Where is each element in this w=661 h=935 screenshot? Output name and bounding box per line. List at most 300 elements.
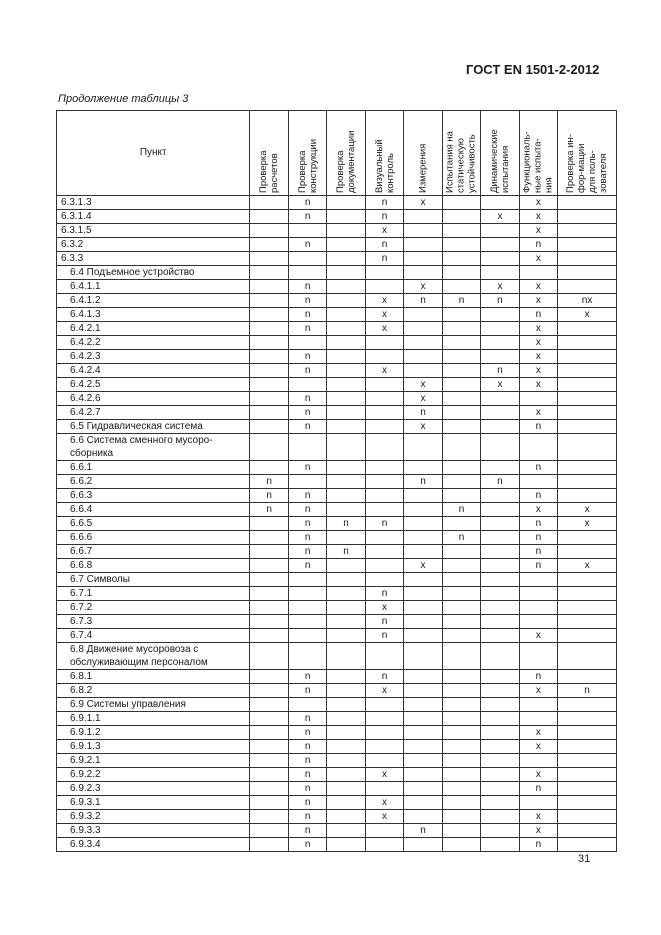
row-cell xyxy=(558,336,617,350)
row-cell xyxy=(365,378,403,392)
row-cell xyxy=(442,559,480,573)
row-cell xyxy=(558,252,617,266)
row-cell xyxy=(558,266,617,280)
row-cell xyxy=(404,238,442,252)
row-cell xyxy=(250,238,288,252)
row-cell xyxy=(327,378,365,392)
row-cell xyxy=(365,643,403,670)
row-cell xyxy=(327,475,365,489)
row-cell xyxy=(558,420,617,434)
row-cell xyxy=(481,810,519,824)
row-cell: n xyxy=(365,196,403,210)
row-cell xyxy=(365,350,403,364)
row-cell xyxy=(519,796,557,810)
row-cell xyxy=(327,782,365,796)
row-cell: n xyxy=(519,420,557,434)
row-cell: n xyxy=(519,545,557,559)
row-cell xyxy=(327,406,365,420)
row-item: 6.6.3 xyxy=(57,489,250,503)
row-item: 6.6.6 xyxy=(57,531,250,545)
row-cell: n xyxy=(519,782,557,796)
row-item: 6.9 Системы управления xyxy=(57,698,250,712)
row-cell: n xyxy=(288,782,326,796)
row-cell xyxy=(327,196,365,210)
row-cell xyxy=(481,392,519,406)
row-cell xyxy=(404,266,442,280)
table-row xyxy=(57,350,617,364)
row-cell xyxy=(481,224,519,238)
row-cell xyxy=(250,461,288,475)
row-item: 6.6 Система сменного мусоро-сборника xyxy=(57,434,250,461)
row-cell: n xyxy=(288,406,326,420)
row-cell xyxy=(288,698,326,712)
table-row xyxy=(57,266,617,280)
row-item: 6.3.3 xyxy=(57,252,250,266)
row-cell xyxy=(327,684,365,698)
row-item: 6.4.2.1 xyxy=(57,322,250,336)
row-cell xyxy=(288,573,326,587)
row-cell xyxy=(481,601,519,615)
row-cell xyxy=(519,615,557,629)
row-cell xyxy=(442,475,480,489)
table-row xyxy=(57,475,617,489)
row-cell xyxy=(558,824,617,838)
row-cell xyxy=(442,461,480,475)
table-row xyxy=(57,434,617,461)
row-item: 6.4.1.1 xyxy=(57,280,250,294)
row-cell xyxy=(404,643,442,670)
row-cell: n xyxy=(327,517,365,531)
row-cell xyxy=(442,573,480,587)
row-cell xyxy=(327,420,365,434)
row-cell xyxy=(558,531,617,545)
row-cell xyxy=(404,350,442,364)
row-cell xyxy=(250,517,288,531)
row-cell: x xyxy=(404,280,442,294)
row-cell xyxy=(481,336,519,350)
row-cell xyxy=(442,615,480,629)
row-cell xyxy=(442,545,480,559)
row-cell xyxy=(558,489,617,503)
row-cell xyxy=(481,503,519,517)
header-measurements xyxy=(404,111,442,196)
row-item: 6.4 Подъемное устройство xyxy=(57,266,250,280)
table-row xyxy=(57,517,617,531)
table-row xyxy=(57,196,617,210)
row-cell xyxy=(558,726,617,740)
row-cell xyxy=(288,587,326,601)
row-cell xyxy=(519,392,557,406)
row-cell xyxy=(327,824,365,838)
header-functional-tests xyxy=(519,111,557,196)
row-cell: n xyxy=(519,517,557,531)
row-cell xyxy=(327,643,365,670)
row-cell: n xyxy=(288,670,326,684)
row-cell xyxy=(288,378,326,392)
row-item: 6.9.3.1 xyxy=(57,796,250,810)
row-cell: n xyxy=(288,559,326,573)
header-label: Функциональ- ные испыта- ния xyxy=(521,131,555,193)
row-cell xyxy=(250,768,288,782)
row-cell: x xyxy=(519,294,557,308)
row-cell xyxy=(250,420,288,434)
row-cell: x xyxy=(404,420,442,434)
row-cell: n xyxy=(288,838,326,852)
row-cell xyxy=(288,643,326,670)
row-cell: n xyxy=(288,308,326,322)
row-cell xyxy=(519,698,557,712)
row-cell xyxy=(481,434,519,461)
row-cell: n xyxy=(288,238,326,252)
row-item: 6.9.1.1 xyxy=(57,712,250,726)
row-cell xyxy=(558,601,617,615)
row-cell xyxy=(327,224,365,238)
table-row xyxy=(57,782,617,796)
row-cell: x xyxy=(365,768,403,782)
row-cell: n xyxy=(288,740,326,754)
row-cell: n xyxy=(558,684,617,698)
row-cell: x xyxy=(365,322,403,336)
row-cell xyxy=(558,796,617,810)
row-cell xyxy=(442,796,480,810)
row-cell xyxy=(250,629,288,643)
row-item: 6.5 Гидравлическая система xyxy=(57,420,250,434)
row-cell: n xyxy=(288,824,326,838)
row-item: 6.8.1 xyxy=(57,670,250,684)
header-row xyxy=(57,111,617,196)
row-cell: n xyxy=(365,238,403,252)
row-cell xyxy=(442,740,480,754)
row-cell xyxy=(558,545,617,559)
row-cell xyxy=(519,754,557,768)
row-cell xyxy=(404,768,442,782)
row-cell: n xyxy=(442,531,480,545)
row-cell xyxy=(327,810,365,824)
row-cell xyxy=(442,754,480,768)
row-cell: x xyxy=(365,294,403,308)
row-cell xyxy=(327,629,365,643)
row-cell xyxy=(327,392,365,406)
table-row xyxy=(57,406,617,420)
row-cell xyxy=(404,810,442,824)
row-cell xyxy=(404,308,442,322)
row-cell xyxy=(365,503,403,517)
row-cell xyxy=(481,740,519,754)
row-cell xyxy=(442,587,480,601)
row-cell: n xyxy=(288,461,326,475)
table-row xyxy=(57,824,617,838)
row-cell: n xyxy=(365,670,403,684)
table-row xyxy=(57,308,617,322)
row-cell xyxy=(365,336,403,350)
row-cell xyxy=(250,601,288,615)
row-cell xyxy=(365,824,403,838)
row-cell xyxy=(288,252,326,266)
table-row xyxy=(57,601,617,615)
row-cell xyxy=(327,754,365,768)
row-item: 6.7.2 xyxy=(57,601,250,615)
row-cell xyxy=(404,210,442,224)
row-cell xyxy=(558,782,617,796)
row-cell xyxy=(327,670,365,684)
row-cell xyxy=(327,280,365,294)
row-cell: n xyxy=(519,461,557,475)
row-cell: x xyxy=(519,350,557,364)
table-row xyxy=(57,238,617,252)
row-cell xyxy=(404,224,442,238)
row-cell xyxy=(481,559,519,573)
row-cell: x xyxy=(519,378,557,392)
row-cell xyxy=(481,754,519,768)
row-cell xyxy=(327,364,365,378)
row-cell: x xyxy=(404,378,442,392)
table-row xyxy=(57,252,617,266)
row-cell: n xyxy=(365,517,403,531)
table-row xyxy=(57,587,617,601)
row-cell xyxy=(404,782,442,796)
table-row xyxy=(57,294,617,308)
header-item: Пункт xyxy=(57,111,250,196)
row-cell xyxy=(250,350,288,364)
row-cell xyxy=(558,573,617,587)
row-item: 6.9.1.2 xyxy=(57,726,250,740)
row-cell: n xyxy=(365,210,403,224)
row-cell xyxy=(327,740,365,754)
row-cell xyxy=(442,364,480,378)
table-row xyxy=(57,322,617,336)
row-cell xyxy=(558,322,617,336)
row-cell xyxy=(250,712,288,726)
table-row xyxy=(57,573,617,587)
row-cell: x xyxy=(558,559,617,573)
row-item: 6.8 Движение мусоровоза с обслуживающим персоналом xyxy=(57,643,250,670)
row-cell: n xyxy=(519,559,557,573)
row-cell xyxy=(442,224,480,238)
row-cell xyxy=(404,712,442,726)
row-cell xyxy=(404,517,442,531)
row-cell: x xyxy=(519,824,557,838)
row-cell xyxy=(481,643,519,670)
row-item: 6.3.2 xyxy=(57,238,250,252)
row-cell: x xyxy=(519,740,557,754)
row-cell: x xyxy=(365,796,403,810)
row-cell xyxy=(442,768,480,782)
row-cell xyxy=(404,629,442,643)
row-item: 6.3.1.4 xyxy=(57,210,250,224)
row-cell xyxy=(327,308,365,322)
row-cell xyxy=(481,587,519,601)
row-cell: n xyxy=(288,545,326,559)
row-cell: x xyxy=(558,517,617,531)
row-cell xyxy=(288,615,326,629)
row-cell: nx xyxy=(558,294,617,308)
row-item: 6.7.3 xyxy=(57,615,250,629)
row-cell xyxy=(558,392,617,406)
row-cell xyxy=(250,559,288,573)
row-cell xyxy=(481,350,519,364)
row-cell: n xyxy=(288,350,326,364)
row-cell xyxy=(327,294,365,308)
row-cell xyxy=(442,489,480,503)
row-cell: x xyxy=(404,196,442,210)
table-row xyxy=(57,643,617,670)
table-row xyxy=(57,740,617,754)
row-cell xyxy=(558,629,617,643)
row-cell xyxy=(365,559,403,573)
row-cell xyxy=(442,698,480,712)
row-item: 6.9.3.4 xyxy=(57,838,250,852)
row-cell xyxy=(558,196,617,210)
row-cell xyxy=(250,754,288,768)
row-cell: n xyxy=(288,196,326,210)
row-cell xyxy=(250,684,288,698)
row-cell xyxy=(558,475,617,489)
row-cell: x xyxy=(481,210,519,224)
table-row xyxy=(57,364,617,378)
header-label: Испытания на статическую устойчивость xyxy=(444,131,478,193)
row-cell xyxy=(442,810,480,824)
row-cell: n xyxy=(288,503,326,517)
table-row xyxy=(57,503,617,517)
row-cell xyxy=(327,698,365,712)
row-item: 6.4.1.2 xyxy=(57,294,250,308)
row-cell xyxy=(442,684,480,698)
row-cell xyxy=(250,740,288,754)
table-row xyxy=(57,684,617,698)
row-item: 6.6.7 xyxy=(57,545,250,559)
row-item: 6.9.2.1 xyxy=(57,754,250,768)
row-cell xyxy=(250,406,288,420)
header-user-info-check xyxy=(558,111,617,196)
row-item: 6.4.2.7 xyxy=(57,406,250,420)
row-cell xyxy=(442,196,480,210)
row-item: 6.3.1.5 xyxy=(57,224,250,238)
row-cell: x xyxy=(365,601,403,615)
row-cell: x xyxy=(519,196,557,210)
row-cell: n xyxy=(250,503,288,517)
row-cell xyxy=(327,712,365,726)
row-cell: n xyxy=(288,810,326,824)
row-cell xyxy=(404,838,442,852)
row-cell xyxy=(365,782,403,796)
row-cell xyxy=(365,280,403,294)
row-cell: n xyxy=(404,824,442,838)
row-cell xyxy=(365,266,403,280)
row-cell xyxy=(250,545,288,559)
row-cell xyxy=(404,670,442,684)
row-cell xyxy=(327,573,365,587)
row-cell xyxy=(442,210,480,224)
table-row xyxy=(57,670,617,684)
row-cell xyxy=(288,434,326,461)
row-cell xyxy=(481,824,519,838)
row-cell xyxy=(481,531,519,545)
row-cell xyxy=(327,252,365,266)
row-cell xyxy=(558,768,617,782)
row-cell xyxy=(558,698,617,712)
row-cell: n xyxy=(404,294,442,308)
row-item: 6.4.2.3 xyxy=(57,350,250,364)
row-cell xyxy=(481,308,519,322)
row-cell: n xyxy=(481,364,519,378)
row-cell xyxy=(327,503,365,517)
row-cell xyxy=(442,726,480,740)
row-item: 6.4.2.5 xyxy=(57,378,250,392)
row-cell xyxy=(365,712,403,726)
header-label: Проверка расчетов xyxy=(258,150,281,193)
row-cell xyxy=(442,322,480,336)
row-cell xyxy=(404,601,442,615)
row-cell xyxy=(250,531,288,545)
row-cell xyxy=(327,336,365,350)
row-cell: x xyxy=(519,210,557,224)
table-row xyxy=(57,768,617,782)
row-cell xyxy=(250,280,288,294)
row-cell xyxy=(250,573,288,587)
row-cell xyxy=(442,601,480,615)
table-row xyxy=(57,726,617,740)
row-item: 6.6.4 xyxy=(57,503,250,517)
row-cell xyxy=(365,838,403,852)
row-cell xyxy=(365,740,403,754)
row-cell xyxy=(250,726,288,740)
row-cell xyxy=(365,531,403,545)
header-static-tests xyxy=(442,111,480,196)
row-cell xyxy=(558,740,617,754)
row-cell xyxy=(519,601,557,615)
row-cell xyxy=(327,601,365,615)
row-cell xyxy=(404,434,442,461)
row-cell: n xyxy=(519,489,557,503)
row-cell xyxy=(481,517,519,531)
row-cell xyxy=(481,629,519,643)
row-item: 6.9.2.2 xyxy=(57,768,250,782)
row-cell xyxy=(558,280,617,294)
table-row xyxy=(57,531,617,545)
row-cell: n xyxy=(519,670,557,684)
row-cell xyxy=(481,796,519,810)
row-cell xyxy=(250,364,288,378)
row-cell xyxy=(442,517,480,531)
row-cell xyxy=(327,266,365,280)
row-cell xyxy=(481,322,519,336)
row-cell: x xyxy=(519,726,557,740)
row-cell xyxy=(327,489,365,503)
row-cell xyxy=(288,475,326,489)
row-cell xyxy=(481,782,519,796)
row-cell xyxy=(442,643,480,670)
row-cell xyxy=(250,698,288,712)
row-cell xyxy=(327,210,365,224)
table-row xyxy=(57,838,617,852)
row-cell xyxy=(404,684,442,698)
row-cell xyxy=(250,615,288,629)
row-cell: n xyxy=(288,420,326,434)
table-row xyxy=(57,210,617,224)
row-cell: n xyxy=(519,238,557,252)
row-cell xyxy=(327,559,365,573)
row-cell: n xyxy=(288,768,326,782)
table-row xyxy=(57,224,617,238)
row-cell xyxy=(365,406,403,420)
row-cell: x xyxy=(558,308,617,322)
row-item: 6.9.2.3 xyxy=(57,782,250,796)
row-cell: x xyxy=(519,684,557,698)
row-cell xyxy=(288,629,326,643)
row-cell xyxy=(250,210,288,224)
row-item: 6.6.1 xyxy=(57,461,250,475)
row-cell xyxy=(519,475,557,489)
